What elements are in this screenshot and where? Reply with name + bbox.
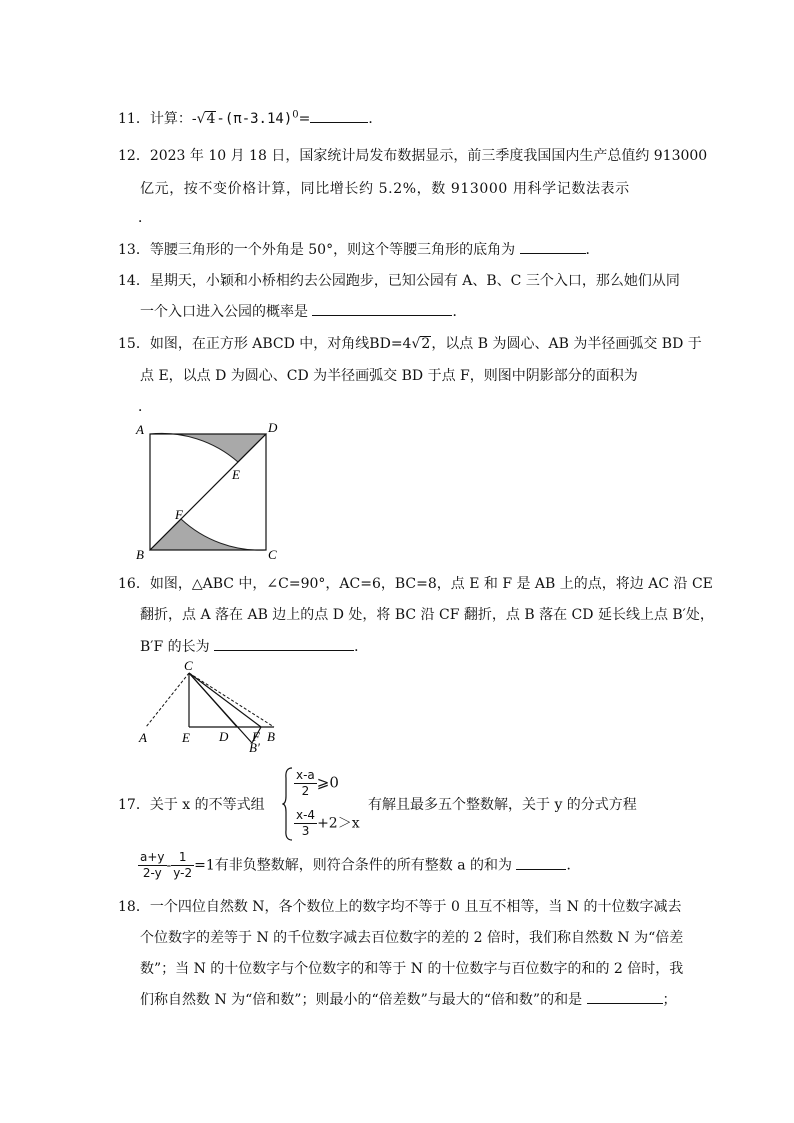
label-c: C [184,660,193,673]
answer-blank[interactable] [310,108,368,123]
question-16-line-2: 翻折，点 A 落在 AB 边上的点 D 处，将 BC 沿 CF 翻折，点 B 落在 CD 延长线上点 B′处， [140,607,714,623]
dashed-ca [146,673,189,727]
question-18-line-1: 18．一个四位自然数 N，各个数位上的数字均不等于 0 且互不相等，当 N 的十位数字减去 [118,899,682,915]
sqrt-sign: √ [196,111,206,127]
label-e: E [182,730,190,745]
label-b-prime: B′ [249,740,260,752]
label-e: E [232,467,240,482]
question-16-line-3: B′F 的长为 ． [140,636,368,656]
sqrt-sign: √ [411,336,421,352]
question-15-line-1: 15．如图，在正方形 ABCD 中，对角线BD=4√2，以点 B 为圆心、AB 为半径画弧交 BD 于 [118,336,702,352]
question-17-prefix: 17．关于 x 的不等式组 [118,797,265,813]
question-13: 13．等腰三角形的一个外角是 50°，则这个等腰三角形的底角为 ． [118,239,600,259]
answer-blank[interactable] [312,301,452,316]
answer-blank[interactable] [520,239,586,254]
diagonal-bd [150,434,266,550]
question-18-line-2: 个位数字的差等于 N 的千位数字减去百位数字的差的 2 倍时，我们称自然数 N 为“倍差 [140,930,684,946]
radicand: 4 [206,111,216,127]
question-18-line-3: 数”；当 N 的十位数字与个位数字的和等于 N 的十位数字与百位数字的和的 2 倍时，我 [140,961,684,977]
label-f: F [252,729,260,744]
fraction-1: $\frac{a+y}{2-y}$ [140,850,165,880]
question-18-line-4: 们称自然数 N 为“倍和数”；则最小的“倍差数”与最大的“倍和数”的和是 ； [140,989,677,1009]
question-11: 11．计算：$-√4-(\pi-3.14)^0=$ ． [118,109,383,127]
inequality-1: $\frac{x-a}{2}$ ⩾0 [296,768,339,798]
exponent: 0 [292,109,299,121]
shaded-region-bottom [150,519,266,550]
question-12-line-2: 亿元，按不变价格计算，同比增长约 5.2%，数 913000 用科学记数法表示 [140,181,630,197]
figure-triangle-abc [136,660,286,752]
label-b: B [136,547,144,562]
question-16-line-1: 16．如图，△ABC 中，∠C=90°，AC=6，BC=8，点 E 和 F 是 AB 上的点，将边 AC 沿 CE [118,576,713,592]
question-17-line-2: $\frac{a+y}{2-y}$ - $\frac{1}{y-2}$ =1有非负整数解，则符合条件的所有整数 a 的和为 ． [140,850,581,880]
question-15-line-2: 点 E，以点 D 为圆心、CD 为半径画弧交 BD 于点 F，则图中阴影部分的面积为 [140,368,638,384]
label-a: A [136,422,144,437]
question-12-line-1: 12．2023 年 10 月 18 日，国家统计局发布数据显示，前三季度我国国内生产总值约 913000 [118,148,708,164]
expression: -(π-3.14) [216,111,293,127]
inequality-2: $\frac{x-4}{3}$ +2＞x [296,808,360,838]
answer-blank[interactable] [587,989,663,1004]
answer-blank[interactable] [516,855,566,870]
dashed-cb [189,673,274,727]
fraction-2: $\frac{1}{y-2}$ [173,850,193,880]
label-d: D [268,422,278,435]
label-f: F [175,507,183,522]
question-12-line-3: ． [138,210,152,226]
segment-cf [189,673,261,727]
label-b: B [267,729,275,744]
question-15-line-3: ． [138,399,152,415]
question-14-line-2: 一个入口进入公园的概率是 ． [140,301,466,321]
answer-blank[interactable] [214,636,354,651]
question-14-line-1: 14．星期天，小颖和小桥相约去公园跑步，已知公园有 A、B、C 三个入口，那么她们从同 [118,273,680,289]
label-a: A [139,730,147,745]
question-17-suffix: 有解且最多五个整数解，关于 y 的分式方程 [368,797,637,813]
shaded-region-top [150,433,266,462]
figure-square-abcd [134,422,294,562]
label-d: D [219,729,229,744]
system-brace [282,766,294,842]
label-c: C [268,547,277,562]
